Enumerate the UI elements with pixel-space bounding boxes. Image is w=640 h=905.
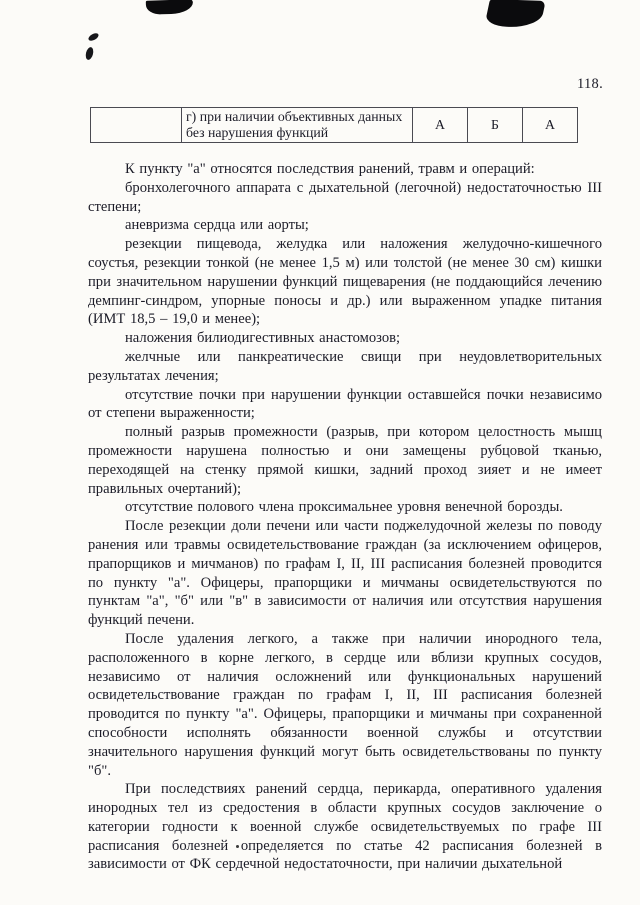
scan-artifact-edge-mark [85, 46, 95, 60]
table-cell-item-text: г) при наличии объективных данных без нарушения функций [182, 108, 413, 143]
paragraph: аневризма сердца или аорты; [125, 217, 309, 234]
paragraph: желчные или панкреатические свищи при неудовлетворительных результатах лечения; [88, 348, 602, 384]
table-cell-grade-3: А [523, 108, 578, 143]
scan-artifact-edge-mark [87, 32, 100, 42]
paragraph: После удаления легкого, а также при наличии инородного тела, расположенного в корне легкого, в сердце или вблизи крупных сосудов, независимо от наличия осложнений или функциональных нарушений освидетельствование граждан по графам I, II, III расписания болезней проводится по пункту "а". Офицеры, прапорщики и мичманы при сохраненной способности исполнять обязанности военной службы и отсутствии значительного нарушения функций могут быть освидетельствованы по пункту "б". [88, 630, 602, 779]
scan-artifact-top-right [484, 0, 545, 28]
paragraph: наложения билиодигестивных анастомозов; [125, 330, 401, 347]
disease-schedule-table [90, 107, 578, 143]
table-row [91, 108, 578, 143]
paragraph: бронхолегочного аппарата с дыхательной (легочной) недостаточностью III степени; [88, 179, 602, 215]
paragraph: После резекции доли печени или части поджелудочной железы по поводу ранения или травмы освидетельствование граждан (за исключением офицеров, прапорщиков и мичманов) по графам I, II, III расписания болезней проводится по пункту "а". Офицеры, прапорщики и мичманы освидетельствуются по пунктам "а", "б" или "в" в зависимости от наличия или отсутствия нарушения функций печени. [88, 518, 602, 629]
table-cell-article-empty [91, 108, 182, 143]
scan-artifact-top-left [146, 0, 193, 15]
table-cell-grade-2: Б [468, 108, 523, 143]
paragraph: отсутствие почки при нарушении функции оставшейся почки независимо от степени выраженности; [88, 386, 602, 422]
paragraph: При последствиях ранений сердца, перикарда, оперативного удаления инородных тел из средостения в области крупных сосудов заключение о категории годности к военной службе освидетельствуемых по графе III расписания болезней определяется по статье 42 расписания болезней в зависимости от ФК сердечной недостаточности, при наличии дыхательной [88, 781, 602, 873]
page-number: 118. [576, 76, 603, 92]
paragraph: отсутствие полового члена проксимальнее уровня венечной борозды. [125, 499, 563, 516]
document-body-text [88, 160, 602, 874]
table-cell-grade-1: А [413, 108, 468, 143]
paragraph: К пункту "а" относятся последствия ранений, травм и операций: [125, 161, 535, 177]
paragraph: резекции пищевода, желудка или наложения желудочно-кишечного соустья, резекции тонкой (не менее 1,5 м) или толстой (не менее 30 см) кишки при значительном нарушении функций пищеварения (не поддающийся лечению демпинг-синдром, упорные поносы и др.) или выраженном упадке питания (ИМТ 18,5 – 19,0 и менее); [88, 236, 602, 328]
paragraph: полный разрыв промежности (разрыв, при котором целостность мышц промежности нарушена полностью и они замещены рубцовой тканью, переходящей на стенку прямой кишки, задний проход зияет и не имеет правильных очертаний); [88, 424, 602, 497]
